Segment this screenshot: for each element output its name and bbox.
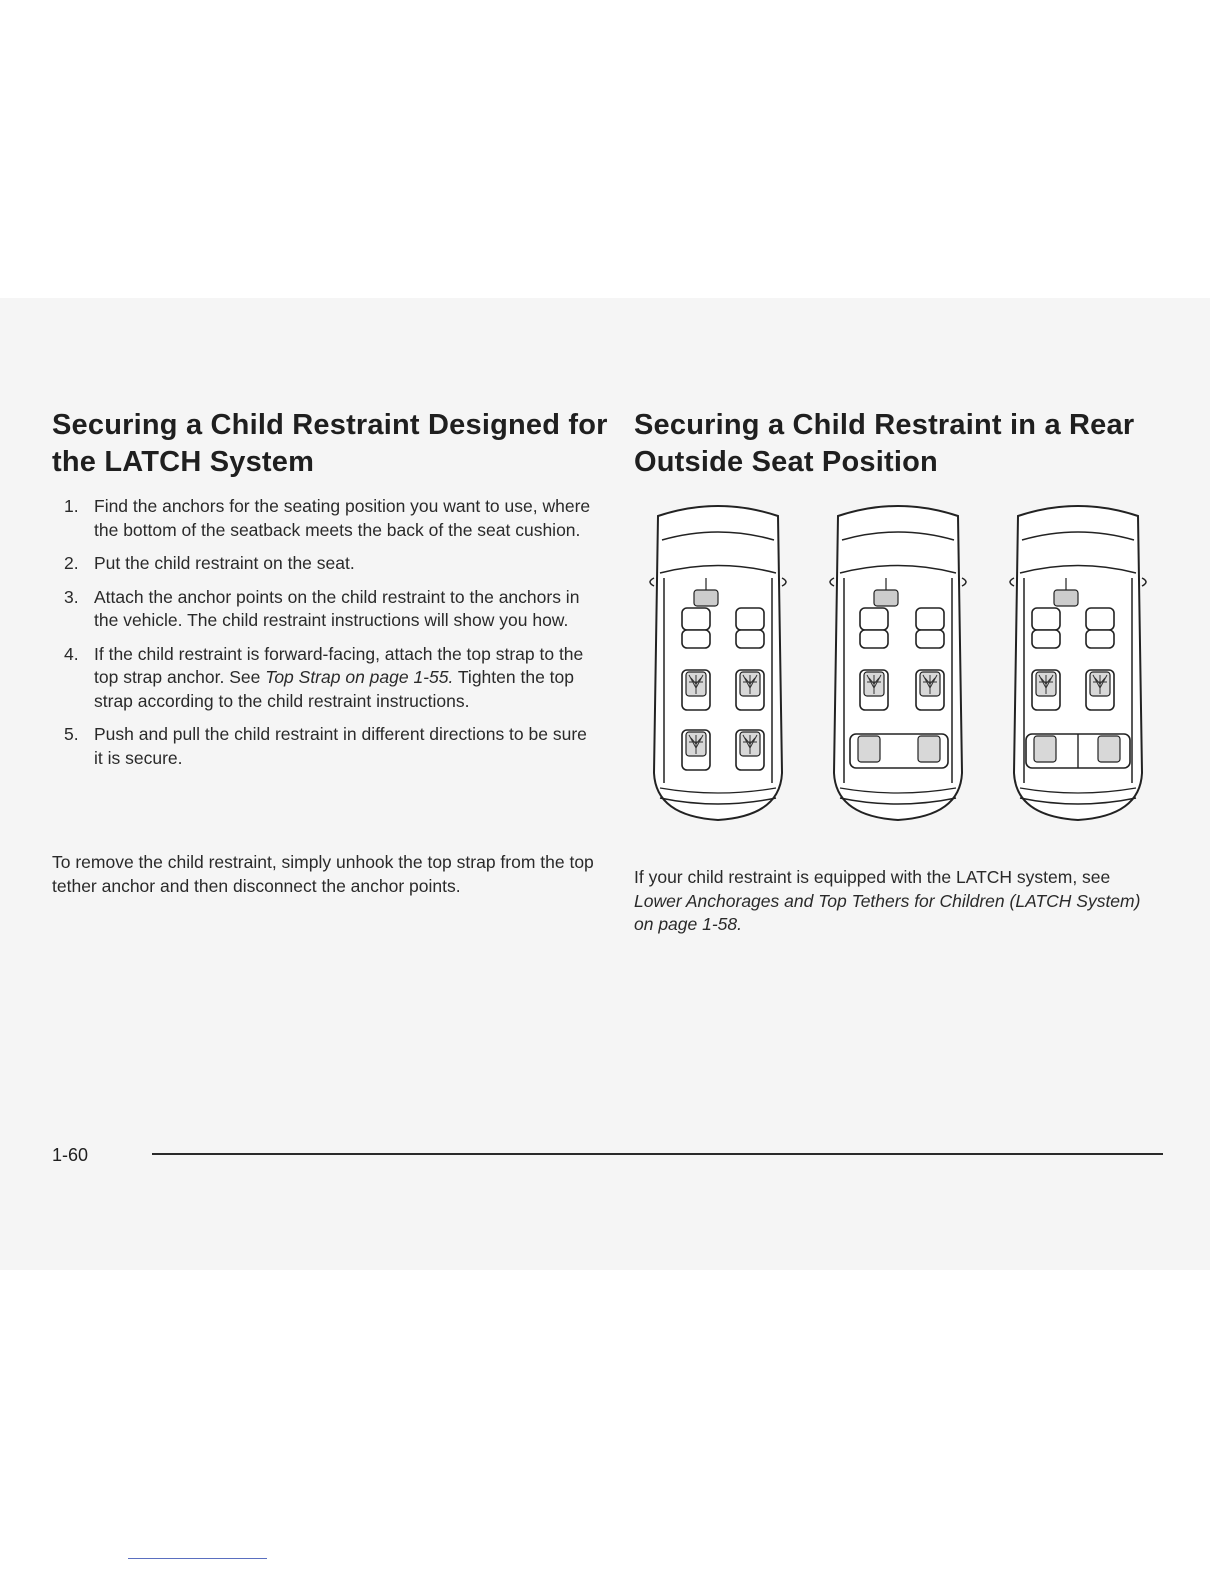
step-text: Find the anchors for the seating position you want to use, where the bottom of the seatback meets the back of the seat cushion.: [94, 496, 591, 540]
list-item: [52, 723, 592, 770]
list-item: [52, 643, 592, 714]
step-text: Push and pull the child restraint in different directions to be sure it is secure.: [94, 724, 587, 768]
latch-steps-list: [52, 495, 592, 780]
latch-reference-paragraph: [634, 866, 1154, 937]
step-number: 5.: [64, 724, 79, 744]
step-text: Tighten the top strap according to the child restraint instructions.: [94, 667, 574, 711]
step-number: 1.: [64, 496, 79, 516]
page-number: 1-60: [52, 1145, 89, 1165]
step-number: 4.: [64, 643, 79, 664]
step-text: If the child restraint is forward-facing, attach the top strap to the top strap anchor. See: [94, 643, 584, 687]
section-heading-rear-outside: Securing a Child Restraint in a Rear Outside Seat Position: [634, 409, 1135, 478]
latch-paragraph-text: If your child restraint is equipped with the LATCH system, see: [634, 867, 1111, 887]
step-number: 2.: [64, 553, 79, 573]
list-item: [52, 552, 592, 576]
step-number: 3.: [64, 586, 79, 607]
step-text: Put the child restraint on the seat.: [94, 553, 355, 573]
bottom-link-underline: [128, 1558, 267, 1559]
list-item: [52, 495, 592, 542]
vehicle-seating-diagram-icon: [640, 498, 1165, 838]
top-strap-page-reference[interactable]: Top Strap on page 1-55.: [265, 667, 454, 687]
section-heading-latch: Securing a Child Restraint Designed for the LATCH System: [52, 409, 608, 478]
footer-rule: [152, 1153, 1163, 1155]
remove-restraint-paragraph: To remove the child restraint, simply unhook the top strap from the top tether anchor and then disconnect the anchor points.: [52, 852, 594, 896]
list-item: [52, 586, 592, 633]
latch-page-reference[interactable]: Lower Anchorages and Top Tethers for Children (LATCH System) on page 1-58.: [634, 890, 1141, 934]
step-text: Attach the anchor points on the child restraint to the anchors in the vehicle. The child restraint instructions will show you how.: [94, 586, 580, 630]
